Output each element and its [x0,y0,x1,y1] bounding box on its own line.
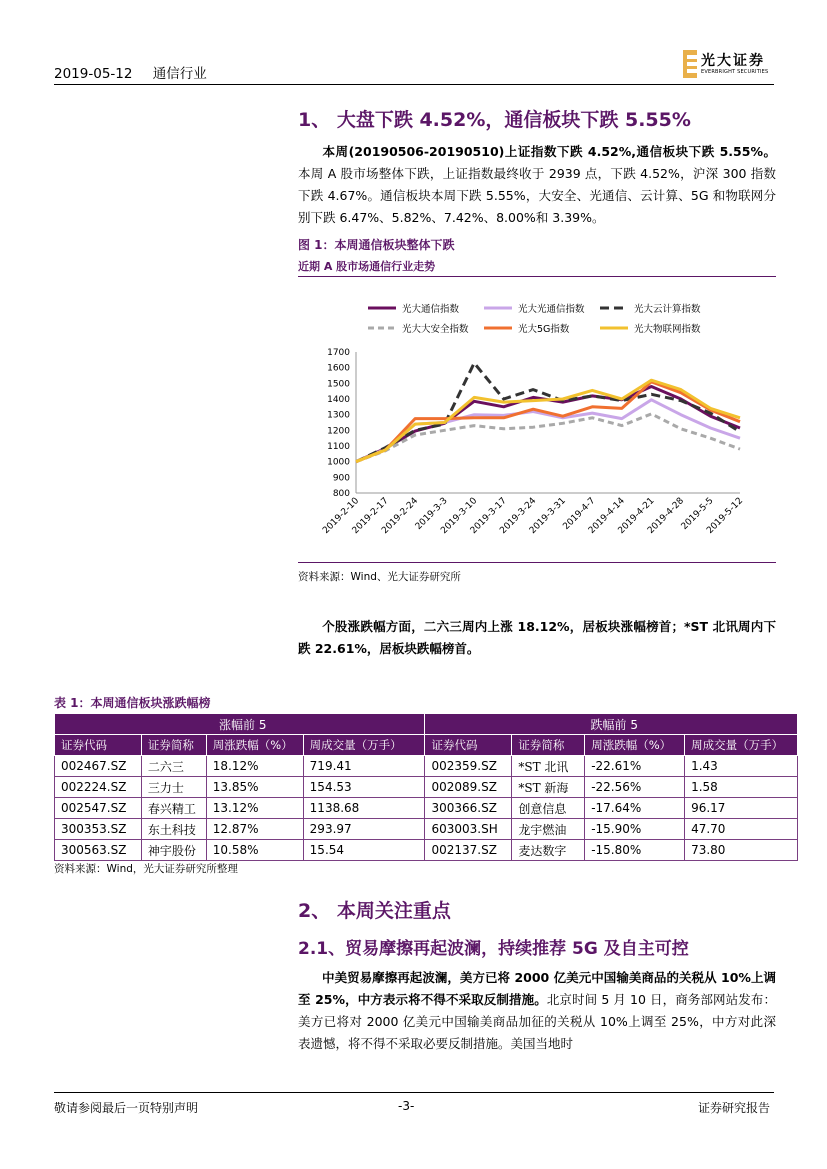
x-axis [321,493,745,536]
table-cell: 002089.SZ [425,777,512,798]
x-tick-label: 2019-4-28 [646,496,687,537]
footer-divider [54,1092,774,1093]
x-tick-label: 2019-4-14 [586,496,627,537]
y-tick-label: 900 [332,473,350,484]
x-tick-label: 2019-2-17 [350,496,391,537]
x-tick-label: 2019-3-3 [413,496,450,533]
table-cell: 1138.68 [303,798,425,819]
table-cell: 三力士 [141,777,206,798]
table-cell: 1.43 [685,756,798,777]
table1-source: 资料来源：Wind，光大证券研究所整理 [54,863,238,875]
table-cell: 二六三 [141,756,206,777]
table-cell: 154.53 [303,777,425,798]
logo-mark-icon [683,50,699,80]
y-tick-label: 1700 [327,348,350,358]
legend-label: 光大物联网指数 [634,324,701,335]
column-header: 周成交量（万手） [303,735,425,756]
footer-report-type: 证券研究报告 [698,1101,771,1115]
table-cell: 神宇股份 [141,840,206,861]
section1-bold: 本周(20190506-20190510)上证指数下跌 4.52%,通信板块下跌 5.55%。 [322,144,776,159]
x-tick-label: 2019-3-17 [468,496,509,537]
table-row [55,840,798,861]
y-tick-label: 1200 [327,426,350,437]
table-cell: 002547.SZ [55,798,142,819]
y-tick-label: 1000 [327,457,350,468]
table-cell: *ST 北讯 [512,756,585,777]
y-tick-label: 1500 [327,379,350,390]
table-cell: 002137.SZ [425,840,512,861]
table-cell: 10.58% [206,840,303,861]
section2-subtitle: 2.1、贸易摩擦再起波澜，持续推荐 5G 及自主可控 [298,939,689,959]
table-cell: -22.56% [585,777,685,798]
table-cell: 12.87% [206,819,303,840]
column-header: 证券代码 [425,735,512,756]
y-tick-label: 1300 [327,410,350,421]
table-cell: 1.58 [685,777,798,798]
table-cell: 002359.SZ [425,756,512,777]
section2-bold: 中美贸易摩擦再起波澜，美方已将 2000 亿美元中国输美商品的关税从 10%上调至 25%，中方表示将不得不采取反制措施。 [298,970,776,1007]
y-tick-label: 1600 [327,363,350,374]
y-tick-label: 1100 [327,442,350,452]
page-header [54,62,223,82]
everbright-logo [683,48,775,82]
table-row [55,798,798,819]
table-cell: 603003.SH [425,819,512,840]
column-header: 证券代码 [55,735,142,756]
section2-title: 2、 本周关注重点 [298,900,451,922]
chart-legend [368,303,701,335]
table-cell: 13.12% [206,798,303,819]
table-cell: 麦达数字 [512,840,585,861]
figure1-source: 资料来源：Wind、光大证券研究所 [298,571,461,583]
table-cell: 47.70 [685,819,798,840]
table-cell: *ST 新海 [512,777,585,798]
table-cell: 002467.SZ [55,756,142,777]
table-cell: 73.80 [685,840,798,861]
table-cell: 春兴精工 [141,798,206,819]
figure1-top-rule [298,276,776,277]
figure1-subtitle: 近期 A 股市场通信行业走势 [298,260,436,273]
table-cell: 293.97 [303,819,425,840]
table-cell: 15.54 [303,840,425,861]
table-cell: -22.61% [585,756,685,777]
section1-paragraph [298,141,776,229]
line-chart [298,278,776,560]
table-cell: 13.85% [206,777,303,798]
table-cell: 300366.SZ [425,798,512,819]
table1-title: 表 1：本周通信板块涨跌幅榜 [54,696,211,710]
figure1-title: 图 1：本周通信板块整体下跌 [298,238,455,252]
legend-label: 光大5G指数 [518,324,570,335]
y-axis [327,348,356,499]
section1b-paragraph [298,616,776,660]
column-header: 证券简称 [512,735,585,756]
x-tick-label: 2019-4-7 [561,496,598,533]
table-row [55,756,798,777]
logo-chinese: 光大证券 [701,53,765,69]
table-cell: 719.41 [303,756,425,777]
section1b-text: 个股涨跌幅方面，二六三周内上涨 18.12%，居板块涨幅榜首；*ST 北讯周内下跌 22.61%，居板块跌幅榜首。 [298,619,776,656]
footer-disclaimer: 敬请参阅最后一页特别声明 [54,1101,199,1115]
legend-label: 光大通信指数 [402,304,460,315]
x-tick-label: 2019-3-31 [527,496,568,537]
y-tick-label: 1400 [327,395,350,405]
header-divider [54,84,774,85]
column-header: 周成交量（万手） [685,735,798,756]
x-tick-label: 2019-3-10 [439,496,480,537]
section2-paragraph [298,967,776,1055]
report-date: 2019-05-12 [54,66,133,82]
column-header: 证券简称 [141,735,206,756]
table-cell: 创意信息 [512,798,585,819]
x-tick-label: 2019-5-12 [705,496,746,537]
x-tick-label: 2019-5-5 [679,496,716,533]
column-header: 周涨跌幅（%） [585,735,685,756]
section1-text: 本周 A 股市场整体下跌，上证指数最终收于 2939 点，下跌 4.52%，沪深 300 指数下跌 4.67%。通信板块本周下跌 5.55%，大安全、光通信、云计算、5G 和物联网分别下跌 6.47%、5.82%、7.42%、8.00%和 3.39%。 [298,166,776,225]
table-cell: 龙宇燃油 [512,819,585,840]
section2-text: 北京时间 5 月 10 日，商务部网站发布：美方已将对 2000 亿美元中国输美商品加征的关税从 10%上调至 25%，中方对此深表遗憾，将不得不采取必要反制措施。美国当地时 [298,992,776,1051]
industry-label: 通信行业 [152,66,207,82]
loss-header: 跌幅前 5 [425,714,798,735]
x-tick-label: 2019-4-21 [616,496,657,537]
x-tick-label: 2019-2-24 [380,496,421,537]
column-header: 周涨跌幅（%） [206,735,303,756]
table-row [55,819,798,840]
section1-title: 1、 大盘下跌 4.52%，通信板块下跌 5.55% [298,109,691,131]
table-cell: 18.12% [206,756,303,777]
y-tick-label: 800 [332,489,350,499]
table-row [55,777,798,798]
legend-label: 光大大安全指数 [402,324,469,335]
table-cell: 300563.SZ [55,840,142,861]
table-cell: -17.64% [585,798,685,819]
plot-area [356,363,740,462]
table-cell: 96.17 [685,798,798,819]
table-cell: 002224.SZ [55,777,142,798]
legend-label: 光大光通信指数 [518,304,585,315]
table-group-header [55,714,798,735]
page-number: -3- [398,1099,415,1113]
table-cell: 300353.SZ [55,819,142,840]
figure1-bottom-rule [298,562,776,563]
table-cell: -15.80% [585,840,685,861]
x-tick-label: 2019-2-10 [321,496,362,537]
stock-movers-table [54,713,798,861]
table-cell: 东土科技 [141,819,206,840]
legend-label: 光大云计算指数 [634,304,701,315]
gain-header: 涨幅前 5 [55,714,425,735]
x-tick-label: 2019-3-24 [498,496,539,537]
table-cell: -15.90% [585,819,685,840]
logo-english: EVERBRIGHT SECURITIES [701,69,769,75]
table-column-header [55,735,798,756]
